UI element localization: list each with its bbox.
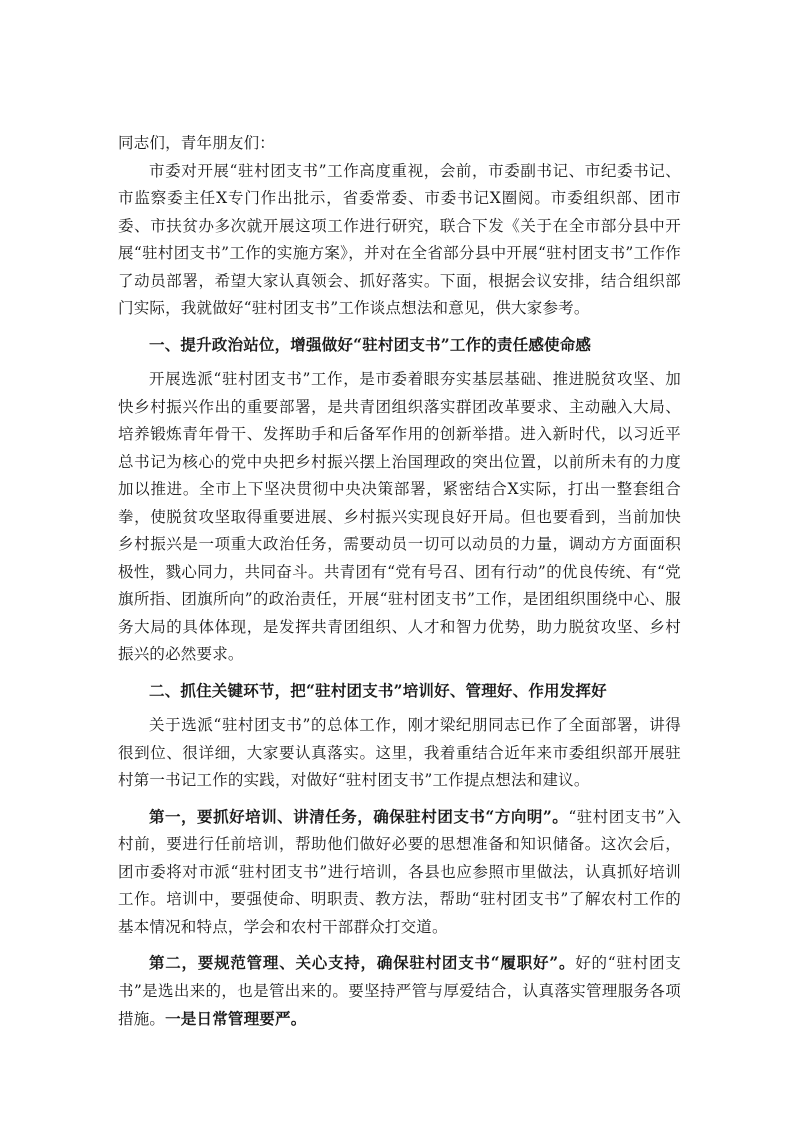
paragraph-point-1 bbox=[118, 803, 681, 942]
paragraph-section-2: 关于选派“驻村团支书”的总体工作，刚才梁纪朋同志已作了全面部署，讲得很到位、很详细，大家要认真落实。这里，我着重结合近年来市委组织部开展驻村第一书记工作的实践，对做好“驻村团支书”工作提点想法和建议。 bbox=[118, 716, 681, 789]
point-1-body: “驻村团支书”入村前，要进行任前培训，帮助他们做好必要的思想准备和知识储备。这次会后，团市委将对市派“驻村团支书”进行培训，各县也应参照市里做法，认真抓好培训工作。培训中，要强使命、明职责、教方法，帮助“驻村团支书”了解农村工作的基本情况和特点，学会和农村干部群众打交道。 bbox=[118, 807, 682, 936]
point-2-lead: 第二，要规范管理、关心支持，确保驻村团支书“履职好”。 bbox=[149, 953, 576, 972]
section-heading-1: 一、提升政治站位，增强做好“驻村团支书”工作的责任感使命感 bbox=[149, 334, 592, 354]
paragraph-point-2 bbox=[118, 949, 681, 1034]
paragraph-section-1: 开展选派“驻村团支书”工作，是市委着眼夯实基层基础、推进脱贫攻坚、加快乡村振兴作出的重要部署，是共青团组织落实群团改革要求、主动融入大局、培养锻炼青年骨干、发挥助手和后备军作用的创新举措。进入新时代，以习近平总书记为核心的党中央把乡村振兴摆上治国理政的突出位置，以前所未有的力度加以推进。全市上下坚决贯彻中央决策部署，紧密结合X实际，打出一整套组合拳，使脱贫攻坚取得重要进展、乡村振兴实现良好开局。但也要看到，当前加快乡村振兴是一项重大政治任务，需要动员一切可以动员的力量，调动方方面面积极性，戮心同力，共同奋斗。共青团有“党有号召、团有行动”的优良传统、有“党旗所指、团旗所向”的政治责任，开展“驻村团支书”工作，是团组织围绕中心、服务大局的具体体现，是发挥共青团组织、人才和智力优势，助力脱贫攻坚、乡村振兴的必然要求。 bbox=[118, 370, 681, 663]
point-1-lead: 第一，要抓好培训、讲清任务，确保驻村团支书“方向明”。 bbox=[149, 806, 569, 826]
paragraph-intro: 市委对开展“驻村团支书”工作高度重视，会前，市委副书记、市纪委书记、市监察委主任X专门作出批示，省委常委、市委书记X圈阅。市委组织部、团市委、市扶贫办多次就开展这项工作进行研究，联合下发《关于在全市部分县中开展“驻村团支书”工作的实施方案》，并对在全省部分县中开展“驻村团支书”工作作了动员部署，希望大家认真领会、抓好落实。下面，根据会议安排，结合组织部门实际，我就做好“驻村团支书”工作谈点想法和意见，供大家参考。 bbox=[118, 161, 681, 317]
section-heading-2: 二、抓住关键环节，把“驻村团支书”培训好、管理好、作用发挥好 bbox=[149, 680, 607, 700]
salutation: 同志们，青年朋友们： bbox=[118, 134, 276, 152]
point-2-body: 好的“驻村团支书”是选出来的，也是管出来的。要坚持严管与厚爱结合，认真落实管理服务各项措施。 bbox=[118, 954, 682, 1028]
point-2-tail: 一是日常管理要严。 bbox=[165, 1009, 307, 1028]
